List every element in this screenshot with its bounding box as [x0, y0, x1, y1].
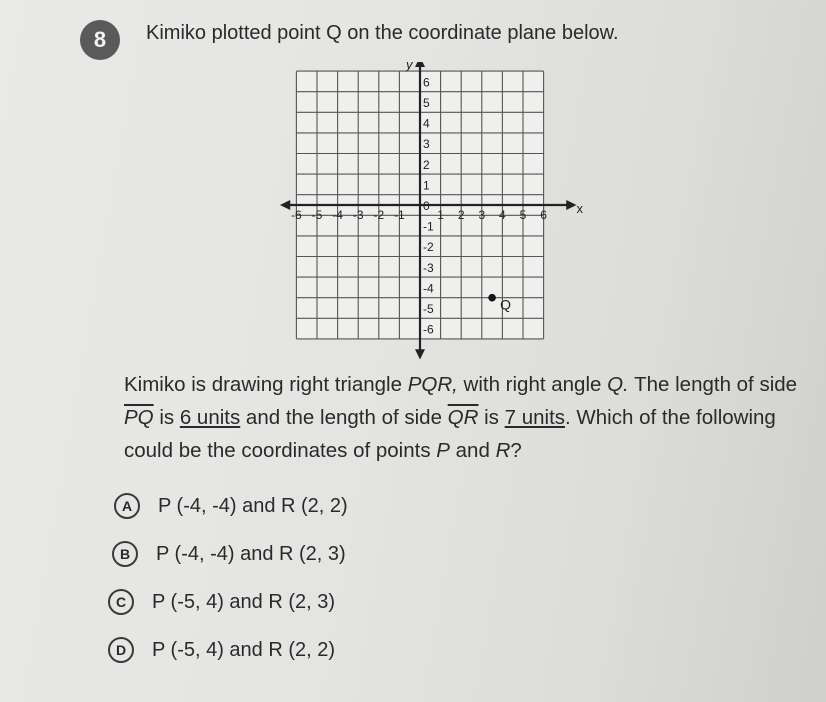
y-arrow-down-icon [415, 349, 425, 359]
segment-qr: $\overline{QR}$ [447, 406, 479, 429]
x-tick-label: -6 [291, 208, 302, 222]
choice-d-bubble[interactable]: D [108, 637, 134, 663]
x-arrow-left-icon [280, 200, 290, 210]
y-tick-label: 0 [423, 199, 430, 213]
choice-a-text: P (-4, -4) and R (2, 2) [158, 494, 348, 517]
x-tick-label: -5 [311, 208, 323, 222]
choice-d-text: P (-5, 4) and R (2, 2) [152, 638, 336, 661]
y-tick-label: 4 [423, 116, 430, 131]
x-tick-label: 2 [457, 208, 465, 222]
length-pq: 6 units [179, 406, 241, 429]
choice-a-bubble[interactable]: A [114, 493, 140, 519]
question-intro: Kimiko plotted point Q on the coordinate plane below. [146, 22, 619, 44]
segment-pq: $\overline{PQ}$ [124, 406, 154, 429]
y-tick-label: 6 [423, 75, 430, 90]
choice-d[interactable] [108, 626, 608, 674]
x-tick-label: 1 [437, 208, 444, 222]
y-tick-label: -3 [423, 260, 434, 275]
y-tick-label: 1 [423, 178, 430, 193]
x-tick-label: -2 [373, 208, 385, 222]
coordinate-plane [270, 62, 610, 362]
choice-b[interactable] [108, 530, 608, 578]
x-tick-label: 3 [478, 208, 486, 222]
y-tick-label: 5 [423, 96, 430, 110]
x-tick-label: -3 [352, 208, 364, 222]
y-tick-label: -6 [423, 322, 434, 337]
y-tick-label: -2 [423, 240, 434, 255]
x-axis-label: x [576, 201, 584, 216]
length-qr: 7 units [504, 406, 566, 429]
x-arrow-right-icon [566, 200, 576, 210]
choice-b-text: P (-4, -4) and R (2, 3) [156, 542, 346, 565]
y-arrow-up-icon [415, 62, 425, 67]
point-q-marker [488, 294, 496, 302]
choice-b-bubble[interactable]: B [112, 541, 138, 567]
y-axis-label: y [406, 62, 413, 73]
choice-c-bubble[interactable]: C [108, 589, 134, 615]
y-tick-label: -5 [423, 302, 434, 316]
choice-c[interactable] [108, 578, 608, 626]
y-tick-label: -1 [423, 219, 434, 234]
question-number-badge: 8 [80, 20, 120, 60]
x-tick-label: -1 [394, 208, 405, 222]
x-tick-label: -4 [332, 208, 343, 222]
x-tick-label: 5 [519, 208, 527, 222]
y-tick-label: -4 [423, 281, 434, 296]
y-tick-label: 2 [423, 157, 430, 172]
x-tick-label: 6 [540, 208, 547, 222]
choice-c-text: P (-5, 4) and R (2, 3) [152, 590, 336, 613]
choice-a[interactable] [108, 482, 608, 530]
problem-paragraph: Kimiko is drawing right triangle PQR, with right angle Q. The length of side $\overline{PQ}$ is 6 units and the length of side $\overline{QR}$ is 7 units. Which of the following could be the coordinates of points P and R? [124, 373, 798, 462]
answer-choices [108, 482, 608, 674]
x-tick-label: 4 [499, 208, 506, 222]
y-tick-label: 3 [423, 137, 430, 152]
point-q-label: Q [500, 296, 511, 313]
